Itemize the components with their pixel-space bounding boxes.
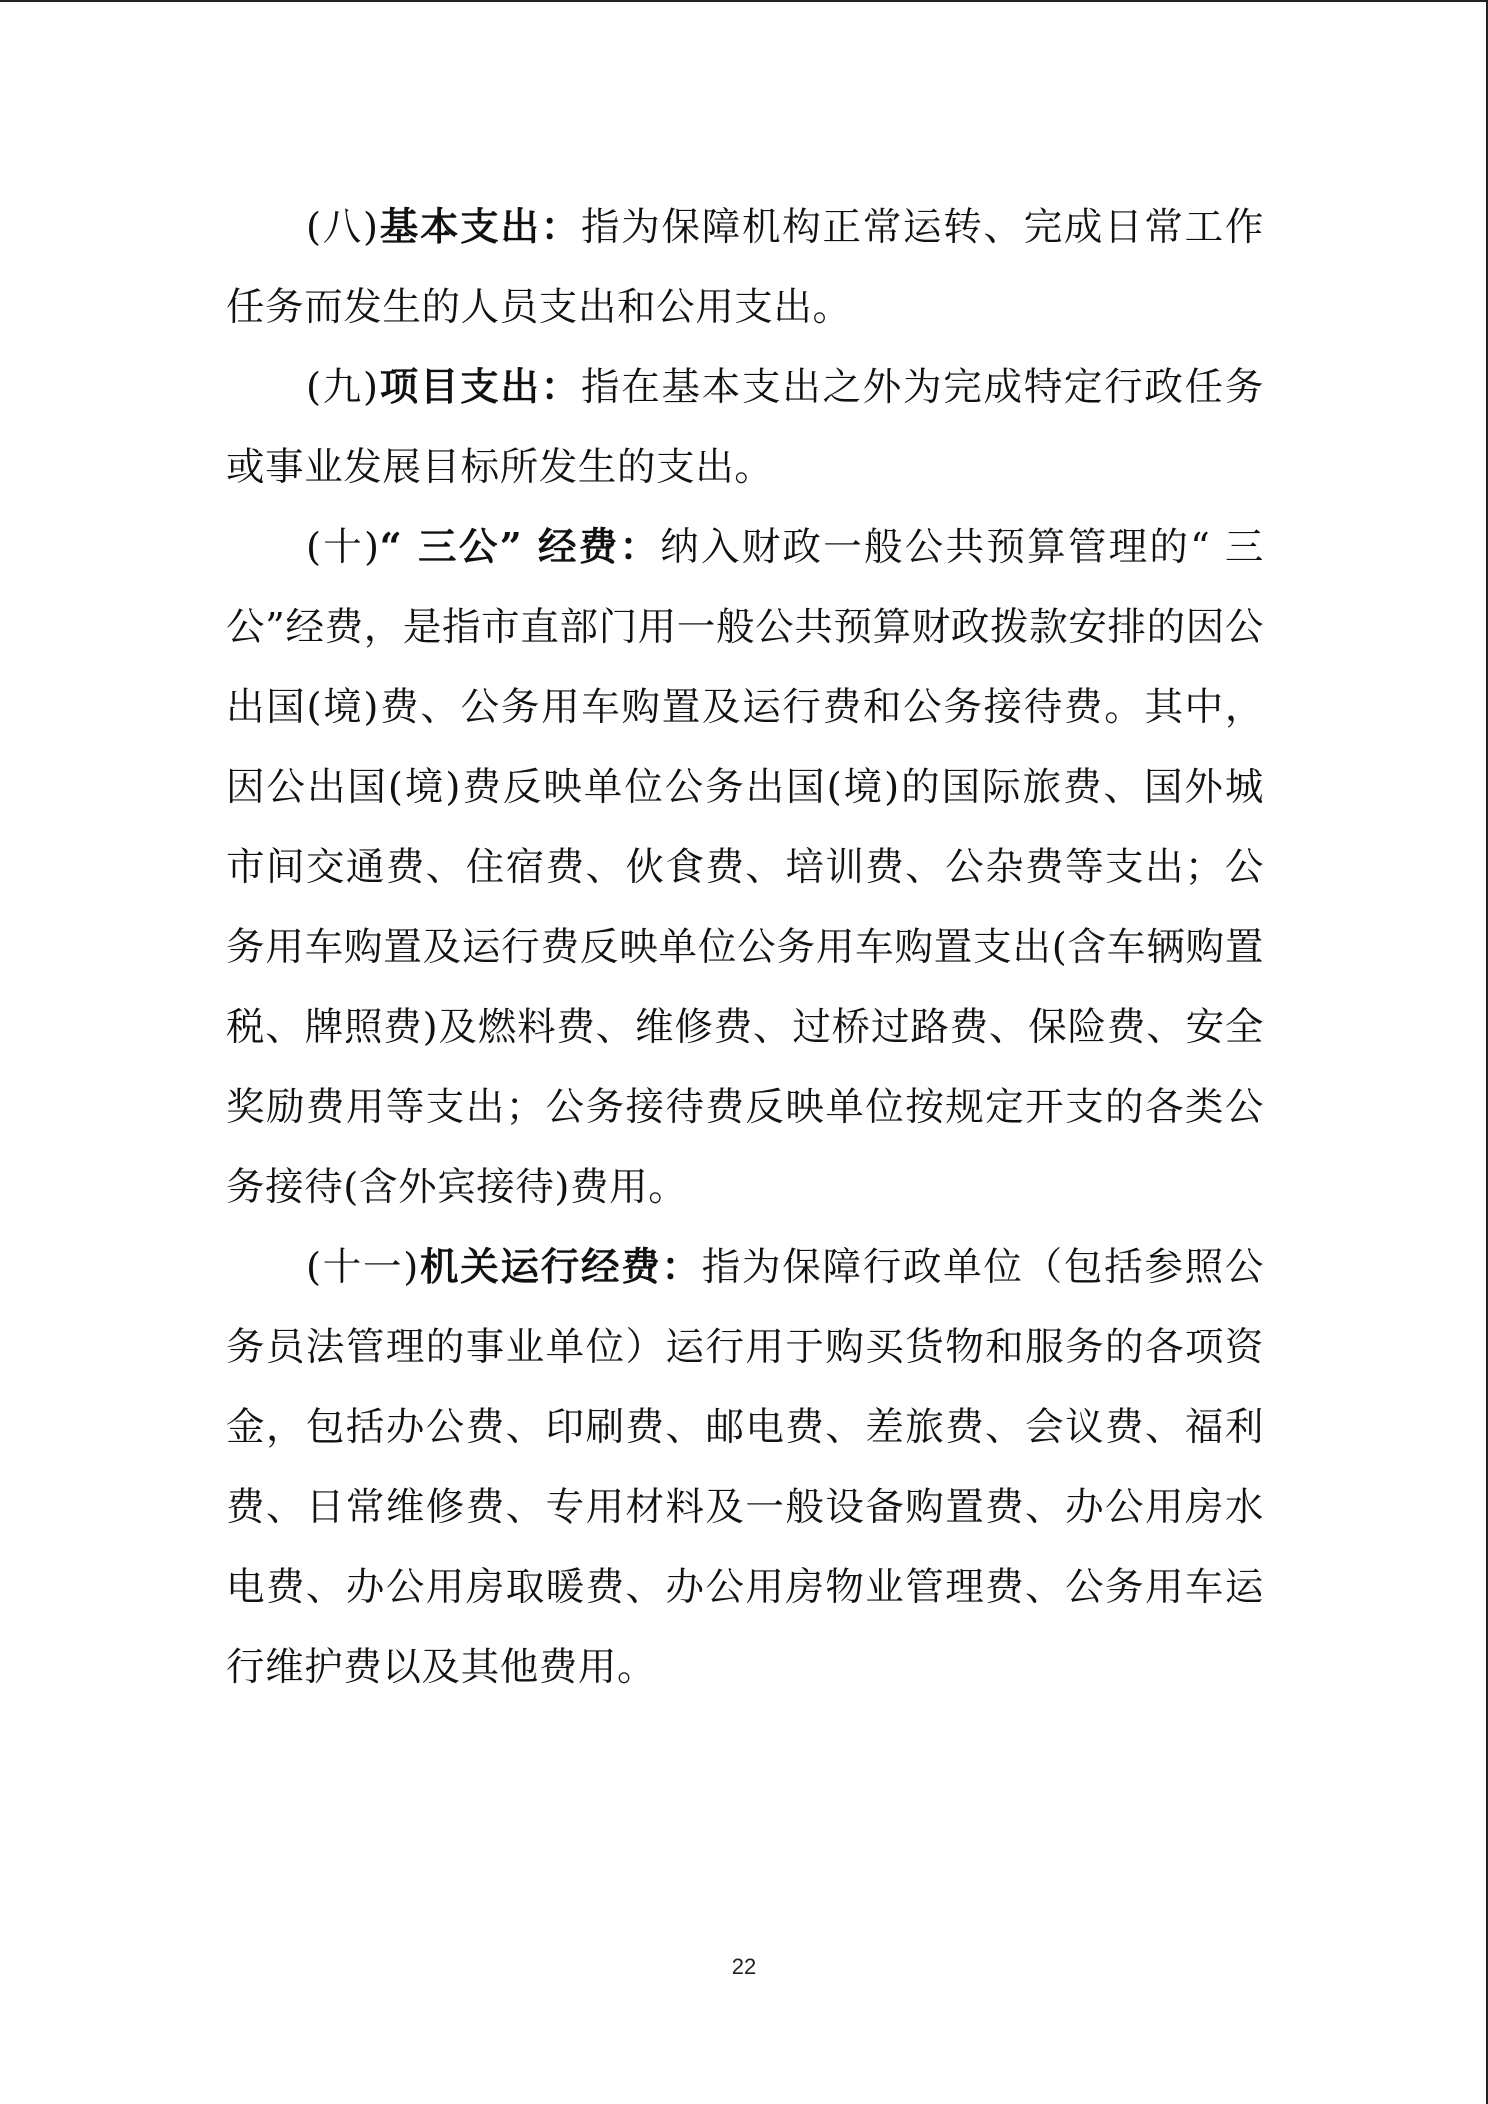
paragraph-prefix: (十一) [306,1245,419,1290]
paragraph-body: 纳入财政一般公共预算管理的“ 三公”经费，是指市直部门用一般公共预算财政拨款安排的因公出国(境)费、公务用车购置及运行费和公务接待费。其中，因公出国(境)费反映单位公务出国(境)的国际旅费、国外城市间交通费、住宿费、伙食费、培训费、公杂费等支出；公务用车购置及运行费反映单位公务用车购置支出(含车辆购置税、牌照费)及燃料费、维修费、过桥过路费、保险费、安全奖励费用等支出；公务接待费反映单位按规定开支的各类公务接待(含外宾接待)费用。 [226,525,1264,1210]
page-border-top [0,0,1488,2]
paragraph-term: “ 三公” 经费： [379,525,661,570]
paragraph-term: 机关运行经费： [418,1245,702,1290]
paragraph-body: 指为保障机构正常运转、完成日常工作任务而发生的人员支出和公用支出。 [226,205,1265,330]
paragraph-body: 指为保障行政单位（包括参照公务员法管理的事业单位）运行用于购买货物和服务的各项资金，包括办公费、印刷费、邮电费、差旅费、会议费、福利费、日常维修费、专用材料及一般设备购置费、办公用房水电费、办公用房取暖费、办公用房物业管理费、公务用车运行维护费以及其他费用。 [226,1245,1264,1690]
paragraph-body: 指在基本支出之外为完成特定行政任务或事业发展目标所发生的支出。 [226,365,1265,490]
paragraph-prefix: (九) [306,365,379,410]
paragraph-three-public-expenses [226,508,1264,1228]
paragraph-prefix: (八) [306,205,379,250]
paragraph-term: 项目支出： [378,365,582,410]
paragraph-agency-operating-expenses [226,1228,1264,1708]
paragraph-basic-expenditure [226,188,1264,348]
page-number: 22 [731,1954,757,1979]
paragraph-prefix: (十) [306,525,380,570]
paragraph-term: 基本支出： [378,205,582,250]
document-body [226,188,1264,1708]
paragraph-project-expenditure [226,348,1264,508]
